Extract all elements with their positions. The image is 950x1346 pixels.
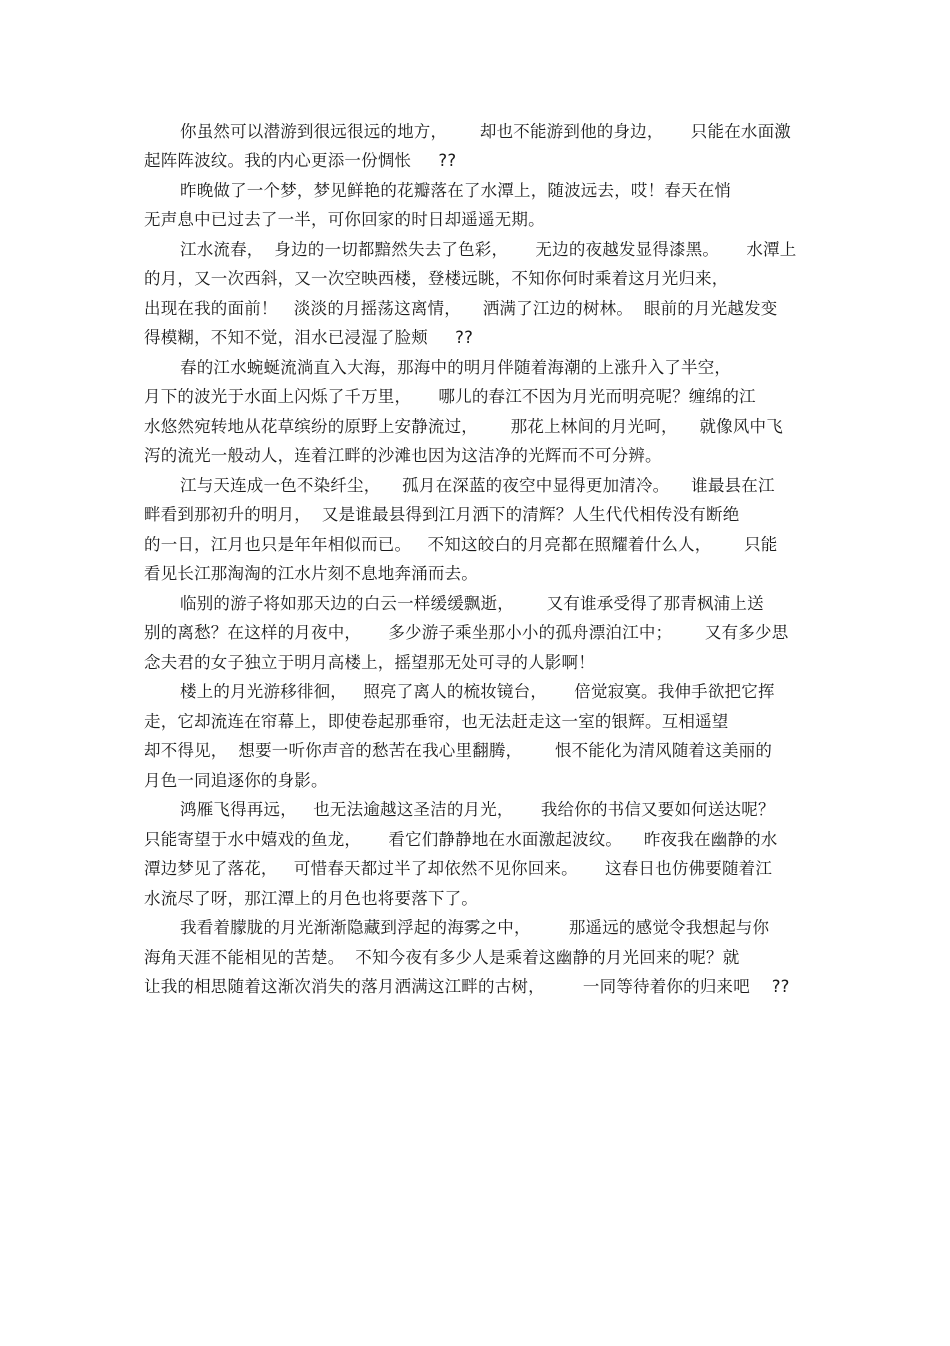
text-line: 我看着朦胧的月光渐渐隐藏到浮起的海雾之中， 那遥远的感觉令我想起与你: [180, 918, 770, 937]
text-line: 你虽然可以潜游到很远很远的地方， 却也不能游到他的身边， 只能在水面激: [180, 122, 791, 141]
text-line: 的月，又一次西斜，又一次空映西楼，登楼远眺，不知你何时乘着这月光归来，: [144, 269, 729, 288]
text-line: 畔看到那初升的明月， 又是谁最县得到江月洒下的清辉？人生代代相传没有断绝: [144, 505, 740, 524]
text-line: 走，它却流连在帘幕上，即使卷起那垂帘，也无法赶走这一室的银辉。互相遥望: [144, 712, 729, 731]
text-line: 水流尽了呀，那江潭上的月色也将要落下了。: [144, 889, 478, 908]
text-line: 潭边梦见了落花， 可惜春天都过半了却依然不见你回来。 这春日也仿佛要随着江: [144, 859, 773, 878]
text-line: 春的江水蜿蜒流淌直入大海，那海中的明月伴随着海潮的上涨升入了半空，: [180, 358, 732, 377]
text-line: 江与天连成一色不染纤尘， 孤月在深蓝的夜空中显得更加清冷。 谁最县在江: [180, 476, 775, 495]
text-line: 楼上的月光游移徘徊， 照亮了离人的梳妆镜台， 倍觉寂寞。我伸手欲把它挥: [180, 682, 775, 701]
text-line: 的一日，江月也只是年年相似而已。 不知这皎白的月亮都在照耀着什么人， 只能: [144, 535, 778, 554]
text-line: 江水流春， 身边的一切都黯然失去了色彩， 无边的夜越发显得漆黑。 水潭上: [180, 240, 797, 259]
text-line: 只能寄望于水中嬉戏的鱼龙， 看它们静静地在水面激起波纹。 昨夜我在幽静的水: [144, 830, 778, 849]
text-line: 临别的游子将如那天边的白云一样缓缓飘逝， 又有谁承受得了那青枫浦上送: [180, 594, 764, 613]
text-line: 泻的流光一般动人，连着江畔的沙滩也因为这洁净的光辉而不可分辨。: [144, 446, 662, 465]
text-line: 起阵阵波纹。我的内心更添一份惆怅 ??: [144, 151, 457, 170]
text-line: 出现在我的面前！ 淡淡的月摇荡这离情， 洒满了江边的树林。 眼前的月光越发变: [144, 299, 778, 318]
text-line: 月色一同追逐你的身影。: [144, 771, 328, 790]
text-line: 昨晚做了一个梦，梦见鲜艳的花瓣落在了水潭上，随波远去，哎！春天在悄: [180, 181, 732, 200]
text-line: 却不得见， 想要一听你声音的愁苦在我心里翻腾， 恨不能化为清风随着这美丽的: [144, 741, 773, 760]
text-line: 水悠然宛转地从花草缤纷的原野上安静流过， 那花上林间的月光呵， 就像风中飞: [144, 417, 783, 436]
text-line: 无声息中已过去了一半，可你回家的时日却遥遥无期。: [144, 210, 545, 229]
text-line: 念夫君的女子独立于明月高楼上，摇望那无处可寻的人影啊！: [144, 653, 595, 672]
text-line: 别的离愁？在这样的月夜中， 多少游子乘坐那小小的孤舟漂泊江中； 又有多少思: [144, 623, 789, 642]
text-line: 月下的波光于水面上闪烁了千万里， 哪儿的春江不因为月光而明亮呢？缠绵的江: [144, 387, 756, 406]
text-line: 得模糊，不知不觉，泪水已浸湿了脸颊 ??: [144, 328, 474, 347]
text-line: 让我的相思随着这渐次消失的落月洒满这江畔的古树， 一同等待着你的归来吧 ??: [144, 977, 790, 996]
text-line: 鸿雁飞得再远， 也无法逾越这圣洁的月光， 我给你的书信又要如何送达呢？: [180, 800, 775, 819]
text-line: 海角天涯不能相见的苦楚。 不知今夜有多少人是乘着这幽静的月光回来的呢？就: [144, 948, 740, 967]
text-line: 看见长江那淘淘的江水片刻不息地奔涌而去。: [144, 564, 478, 583]
